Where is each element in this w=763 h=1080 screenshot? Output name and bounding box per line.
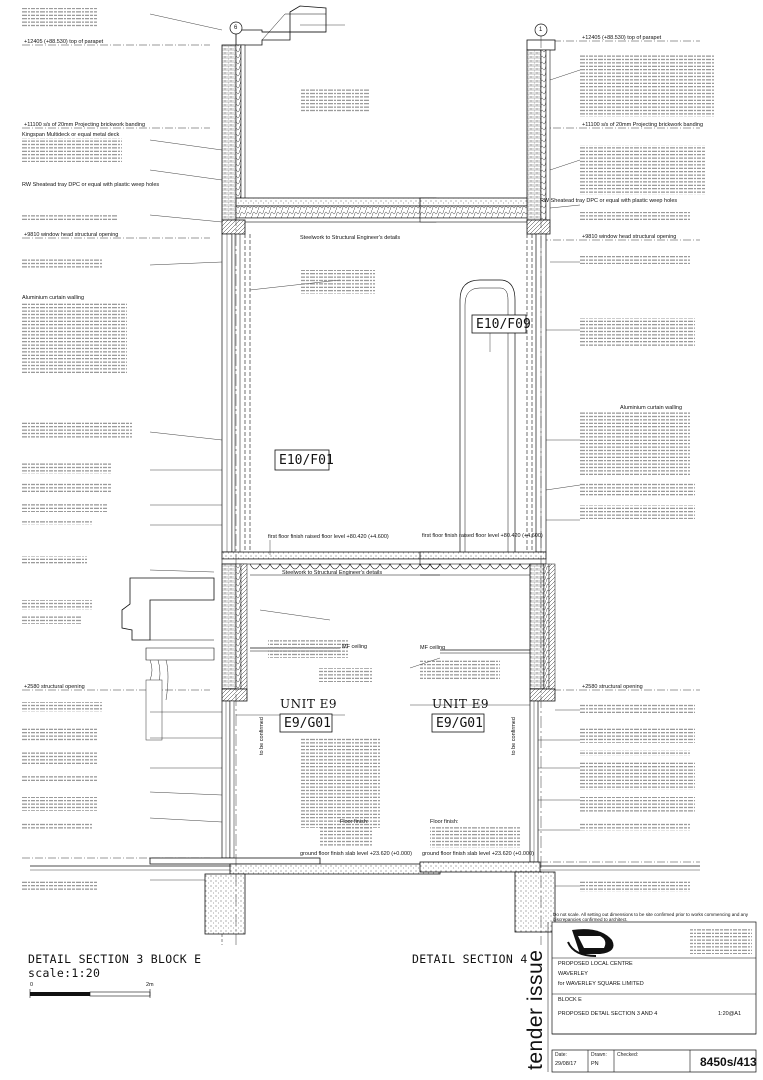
ref-e10-f01: E10/F01 [279, 453, 334, 468]
level-brick-band-right: +11100 s/s of 20mm Projecting brickwork banding [582, 122, 704, 128]
note-mf-ceiling-right: MF ceiling [420, 645, 446, 651]
section-3-drawing [22, 6, 440, 998]
ref-e9-g01-left: E9/G01 [284, 716, 331, 731]
note-floor-finish-left: Floor finish: [340, 819, 369, 825]
drawing-scale: 1:20@A1 [718, 1011, 742, 1017]
date-label: Date: [555, 1052, 567, 1058]
project-name: PROPOSED LOCAL CENTRE [558, 961, 633, 967]
drawing-title: PROPOSED DETAIL SECTION 3 AND 4 [558, 1011, 658, 1017]
grid-ref-right: 1 [539, 27, 543, 33]
issue-status: tender issue [524, 949, 547, 1070]
scale-bar-end: 2m [146, 982, 154, 988]
grid-ref-left: 6 [234, 25, 238, 31]
ref-e9-g01-right: E9/G01 [436, 716, 483, 731]
section-4-drawing [410, 24, 715, 945]
note-rwp-left: RW Sheatead tray DPC or equal with plastic weep holes [22, 182, 160, 188]
section-3-scale: scale:1:20 [28, 966, 101, 980]
level-window-head-left: +9810 window head structural opening [24, 232, 119, 238]
level-structural-opening-right: +2580 structural opening [582, 684, 643, 690]
drawn-label: Drawn: [591, 1052, 607, 1058]
unit-label-left: UNIT E9 [280, 697, 338, 711]
note-confirmed-left: to be confirmed [259, 717, 265, 755]
checked-label: Checked: [617, 1052, 639, 1058]
block-label: BLOCK E [558, 997, 582, 1003]
level-structural-opening-left: +2580 structural opening [24, 684, 85, 690]
unit-label-right: UNIT E9 [432, 697, 490, 711]
level-brick-band-left: +11100 s/s of 20mm Projecting brickwork banding [24, 122, 146, 128]
note-confirmed-right: to be confirmed [511, 717, 517, 755]
date-value: 29/08/17 [555, 1061, 577, 1067]
level-ground-floor-right: ground floor finish slab level +23.620 (+0.000) [422, 851, 534, 857]
level-parapet-right: +12405 (+88.530) top of parapet [582, 35, 662, 41]
project-location: WAVERLEY [558, 971, 588, 977]
level-first-floor-right: first floor finish raised floor level +80.420 (+4.600) [422, 533, 543, 539]
ref-e10-f09: E10/F09 [476, 317, 531, 332]
disclaimer-note: Do not scale. All setting out dimensions to be site confirmed prior to works commencing and any discrepancies confirmed to architect. [553, 912, 749, 923]
note-aluminium-left: Aluminium curtain walling [22, 295, 85, 301]
level-first-floor-left: first floor finish raised floor level +80.420 (+4.600) [268, 534, 389, 540]
note-mf-ceiling-left: MF ceiling [342, 644, 368, 650]
note-steelwork-mid: Steelwork to Structural Engineer's details [282, 570, 383, 576]
note-rwp-right: RW Sheatead tray DPC or equal with plastic weep holes [540, 198, 678, 204]
level-ground-floor-left: ground floor finish slab level +23.620 (+0.000) [300, 851, 412, 857]
note-floor-finish-right: Floor finish: [430, 819, 459, 825]
section-4-title: DETAIL SECTION 4 [412, 952, 528, 966]
client-name: for WAVERLEY SQUARE LIMITED [558, 981, 644, 987]
note-steelwork-left: Steelwork to Structural Engineer's details [300, 235, 401, 241]
note-kingspan-left: Kingspan Multideck or equal metal deck [22, 132, 120, 138]
scale-bar-start: 0 [30, 982, 34, 988]
note-aluminium-right: Aluminium curtain walling [620, 405, 683, 411]
level-parapet-left: +12405 (+88.530) top of parapet [24, 39, 104, 45]
drawing-number: 8450s/413 [700, 1055, 757, 1069]
section-3-title: DETAIL SECTION 3 BLOCK E [28, 952, 202, 966]
level-window-head-right: +9810 window head structural opening [582, 234, 677, 240]
drawn-value: PN [591, 1061, 599, 1067]
